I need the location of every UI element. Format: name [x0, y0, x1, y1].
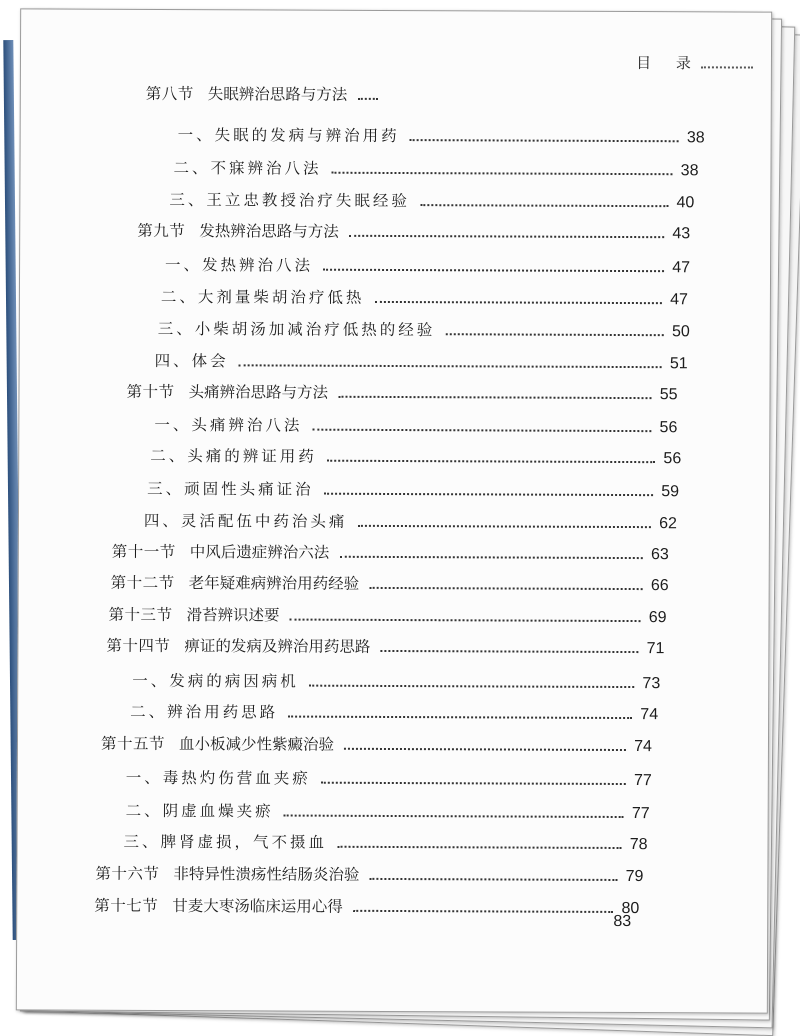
dot-leader	[353, 910, 614, 913]
toc-page-number: 43	[672, 225, 691, 243]
toc-entry-title: 痹证的发病及辨治用药思路	[184, 637, 371, 656]
toc-entry-title: 失眠辨治思路与方法	[207, 85, 348, 104]
toc-section-entry[interactable]	[106, 634, 664, 658]
toc-item-entry[interactable]	[169, 188, 694, 212]
toc-page-number: 47	[670, 291, 688, 309]
toc-page-number: 38	[686, 129, 705, 147]
toc-entry-title: 一、发病的病因病机	[132, 671, 299, 691]
toc-item-entry[interactable]	[126, 799, 650, 823]
dot-leader	[337, 846, 622, 849]
toc-entry-title: 一、毒热灼伤营血夹瘀	[125, 768, 311, 788]
dot-leader	[284, 815, 624, 818]
dot-leader	[445, 333, 664, 336]
toc-page-number: 63	[650, 546, 669, 564]
dot-leader	[420, 204, 669, 207]
toc-item-entry[interactable]	[613, 913, 631, 931]
dot-leader	[344, 748, 626, 751]
dot-leader	[327, 460, 656, 463]
toc-entry-title: 四、体会	[154, 351, 229, 371]
dot-leader	[369, 587, 643, 590]
dot-leader	[339, 556, 643, 559]
dot-leader	[288, 716, 632, 720]
dot-leader	[324, 493, 654, 496]
toc-section-number: 第十三节	[108, 605, 173, 625]
toc-entry-title: 一、发热辨治八法	[165, 255, 314, 275]
dot-leader	[357, 525, 651, 528]
toc-section-entry[interactable]	[111, 571, 669, 595]
toc-page-number: 79	[625, 868, 644, 886]
toc-entry-title: 非特异性溃疡性结肠炎治验	[173, 865, 360, 884]
toc-page-number: 73	[642, 675, 661, 693]
dot-leader	[239, 364, 662, 368]
dot-leader	[369, 878, 617, 881]
toc-item-entry[interactable]	[124, 830, 648, 854]
toc-item-entry[interactable]	[158, 317, 690, 341]
toc-section-entry[interactable]	[101, 732, 652, 756]
toc-page-number: 62	[659, 515, 677, 533]
toc-item-entry[interactable]	[161, 285, 688, 309]
toc-entry-title: 二、大剂量柴胡治疗低热	[160, 287, 365, 307]
toc-page-number: 50	[671, 323, 690, 341]
dot-leader	[290, 619, 641, 623]
dot-leader	[338, 396, 652, 399]
toc-entry-title: 中风后遗症辨治六法	[189, 543, 330, 562]
toc-entry-title: 二、辨治用药思路	[130, 702, 279, 722]
dot-leader	[321, 782, 626, 785]
toc-section-number: 第八节	[145, 84, 194, 104]
dot-leader	[323, 269, 664, 272]
toc-page-number: 69	[648, 609, 667, 627]
toc-page-number: 74	[640, 706, 659, 724]
dot-leader	[374, 301, 662, 304]
toc-page-number: 83	[613, 912, 632, 931]
dot-leader	[410, 139, 679, 142]
toc-item-entry[interactable]	[132, 669, 660, 693]
toc-section-number: 第十四节	[106, 636, 171, 656]
dot-leader	[331, 172, 672, 175]
toc-entry-title: 三、脾肾虚损，气不摄血	[123, 832, 328, 852]
toc-entry-title: 甘麦大枣汤临床运用心得	[172, 897, 343, 916]
toc-entry-title: 老年疑难病辨治用药经验	[188, 574, 360, 593]
dot-leader	[349, 235, 665, 238]
toc-item-entry[interactable]	[126, 766, 652, 790]
toc-section-entry[interactable]	[94, 894, 639, 918]
toc-page-number: 77	[633, 772, 652, 790]
toc-page-number: 47	[672, 259, 691, 277]
toc-item-entry[interactable]	[173, 156, 698, 180]
toc-entry-title: 一、头痛辨治八法	[154, 415, 303, 435]
toc-page-number: 80	[621, 899, 640, 918]
toc-page-number: 56	[659, 419, 678, 437]
toc-section-entry[interactable]	[137, 219, 690, 243]
toc-section-number: 第九节	[137, 221, 186, 241]
toc-item-entry[interactable]	[165, 253, 690, 277]
toc-item-entry[interactable]	[178, 123, 705, 147]
toc-entry-title: 三、小柴胡汤加减治疗低热的经验	[157, 319, 436, 340]
toc-section-number: 第十六节	[95, 864, 160, 883]
toc-entry-title: 滑苔辨识述要	[186, 606, 280, 625]
toc-entry-title: 二、不寐辨治八法	[173, 159, 322, 178]
toc-page-number: 56	[663, 450, 682, 468]
toc-page-number: 55	[659, 386, 678, 404]
dot-leader	[309, 685, 635, 688]
toc-page-number: 66	[650, 577, 669, 595]
toc-entry-title: 二、头痛的辨证用药	[150, 446, 317, 466]
toc-page-number: 59	[661, 483, 680, 501]
toc-entry-title: 三、王立忠教授治疗失眠经验	[169, 191, 410, 211]
toc-item-entry[interactable]	[154, 413, 677, 437]
toc-entry-title: 血小板减少性紫癜治验	[178, 735, 335, 754]
toc-page-number: 40	[676, 194, 695, 212]
toc-section-number: 第十一节	[111, 542, 176, 562]
header-title: 目 录	[636, 54, 701, 73]
toc-section-number: 第十五节	[100, 734, 166, 754]
dot-leader	[357, 98, 377, 100]
toc-entry-title: 二、阴虚血燥夹瘀	[125, 801, 274, 821]
toc-page-number: 71	[646, 640, 665, 658]
toc-entry-title: 三、顽固性头痛证治	[147, 479, 314, 499]
toc-page-number: 74	[634, 738, 653, 756]
toc-item-entry[interactable]	[144, 509, 677, 533]
toc-item-entry[interactable]	[147, 477, 679, 501]
toc-entry-title: 一、失眠的发病与辨治用药	[177, 126, 400, 146]
toc-section-number: 第十节	[126, 382, 175, 402]
toc-entry-title: 四、灵活配伍中药治头痛	[143, 511, 348, 531]
toc-page-number: 77	[631, 805, 650, 823]
toc-page-number: 38	[680, 162, 699, 180]
toc-section-entry[interactable]	[126, 380, 677, 404]
table-of-contents	[17, 9, 771, 1012]
toc-section-number: 第十二节	[110, 573, 175, 593]
toc-page-number: 51	[669, 355, 688, 373]
toc-section-entry[interactable]	[146, 82, 373, 105]
toc-section-entry[interactable]	[109, 603, 667, 627]
toc-section-entry[interactable]	[95, 862, 643, 886]
toc-entry-title: 头痛辨治思路与方法	[188, 383, 329, 402]
toc-entry-title: 发热辨治思路与方法	[199, 222, 339, 241]
dot-leader	[312, 429, 651, 432]
toc-section-entry[interactable]	[112, 540, 669, 564]
toc-section-number: 第十七节	[94, 896, 159, 915]
toc-item-entry[interactable]	[150, 444, 681, 468]
toc-item-entry[interactable]	[155, 349, 688, 373]
toc-item-entry[interactable]	[130, 700, 658, 724]
toc-page-number: 78	[629, 836, 648, 854]
toc-page	[16, 8, 772, 1013]
dot-leader	[380, 650, 638, 653]
